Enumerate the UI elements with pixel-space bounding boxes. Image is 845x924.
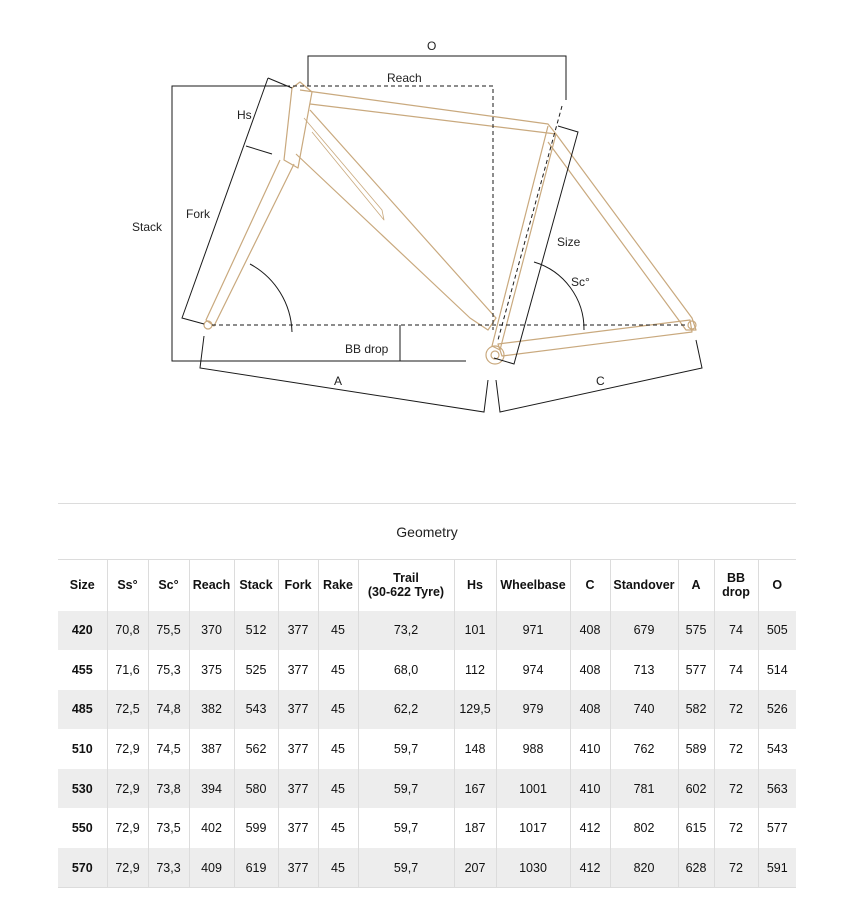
table-cell: 781 — [610, 769, 678, 809]
table-cell: 971 — [496, 611, 570, 651]
table-cell: 762 — [610, 729, 678, 769]
table-cell: 410 — [570, 729, 610, 769]
table-cell: 74 — [714, 611, 758, 651]
table-cell: 525 — [234, 650, 278, 690]
column-header: Hs — [454, 560, 496, 611]
table-row — [58, 690, 796, 730]
label-reach: Reach — [387, 71, 422, 85]
table-row — [58, 769, 796, 809]
table-cell: 45 — [318, 650, 358, 690]
size-cell: 570 — [58, 848, 107, 888]
table-cell: 73,3 — [148, 848, 189, 888]
table-cell: 377 — [278, 808, 318, 848]
table-cell: 68,0 — [358, 650, 454, 690]
table-cell: 526 — [758, 690, 796, 730]
label-fork: Fork — [186, 207, 210, 221]
table-cell: 679 — [610, 611, 678, 651]
table-cell: 577 — [678, 650, 714, 690]
table-row — [58, 650, 796, 690]
table-cell: 409 — [189, 848, 234, 888]
table-cell: 591 — [758, 848, 796, 888]
table-cell: 582 — [678, 690, 714, 730]
column-header: Stack — [234, 560, 278, 611]
table-cell: 73,8 — [148, 769, 189, 809]
table-cell: 974 — [496, 650, 570, 690]
table-cell: 75,3 — [148, 650, 189, 690]
table-cell: 514 — [758, 650, 796, 690]
table-cell: 713 — [610, 650, 678, 690]
table-cell: 74,8 — [148, 690, 189, 730]
column-header: Trail (30-622 Tyre) — [358, 560, 454, 611]
label-sc: Sc° — [571, 275, 590, 289]
table-cell: 562 — [234, 729, 278, 769]
size-cell: 510 — [58, 729, 107, 769]
table-cell: 377 — [278, 729, 318, 769]
table-cell: 408 — [570, 611, 610, 651]
table-row — [58, 729, 796, 769]
table-cell: 820 — [610, 848, 678, 888]
table-cell: 628 — [678, 848, 714, 888]
label-hs: Hs — [237, 108, 252, 122]
table-cell: 72,9 — [107, 729, 148, 769]
table-cell: 74,5 — [148, 729, 189, 769]
table-cell: 45 — [318, 611, 358, 651]
column-header: Fork — [278, 560, 318, 611]
table-cell: 394 — [189, 769, 234, 809]
table-cell: 599 — [234, 808, 278, 848]
table-cell: 402 — [189, 808, 234, 848]
label-stack: Stack — [132, 220, 163, 234]
table-cell: 1017 — [496, 808, 570, 848]
table-cell: 70,8 — [107, 611, 148, 651]
geometry-table — [58, 559, 796, 888]
table-cell: 377 — [278, 690, 318, 730]
size-cell: 420 — [58, 611, 107, 651]
table-cell: 543 — [758, 729, 796, 769]
table-cell: 412 — [570, 808, 610, 848]
size-cell: 530 — [58, 769, 107, 809]
table-cell: 45 — [318, 848, 358, 888]
table-cell: 73,5 — [148, 808, 189, 848]
column-header: O — [758, 560, 796, 611]
table-cell: 512 — [234, 611, 278, 651]
table-header-row — [58, 560, 796, 611]
table-cell: 377 — [278, 848, 318, 888]
table-cell: 370 — [189, 611, 234, 651]
column-header: BB drop — [714, 560, 758, 611]
table-cell: 73,2 — [358, 611, 454, 651]
table-cell: 505 — [758, 611, 796, 651]
label-size: Size — [557, 235, 581, 249]
column-header: Rake — [318, 560, 358, 611]
column-header: A — [678, 560, 714, 611]
label-a: A — [334, 374, 343, 388]
table-cell: 1001 — [496, 769, 570, 809]
table-cell: 148 — [454, 729, 496, 769]
table-row — [58, 611, 796, 651]
table-cell: 72 — [714, 848, 758, 888]
table-cell: 59,7 — [358, 848, 454, 888]
table-cell: 45 — [318, 808, 358, 848]
column-header: Size — [58, 560, 107, 611]
table-cell: 72 — [714, 769, 758, 809]
table-cell: 72 — [714, 729, 758, 769]
table-cell: 408 — [570, 690, 610, 730]
table-cell: 187 — [454, 808, 496, 848]
table-cell: 988 — [496, 729, 570, 769]
table-cell: 71,6 — [107, 650, 148, 690]
table-cell: 543 — [234, 690, 278, 730]
table-cell: 167 — [454, 769, 496, 809]
table-cell: 72,9 — [107, 848, 148, 888]
table-cell: 412 — [570, 848, 610, 888]
table-row — [58, 808, 796, 848]
table-cell: 408 — [570, 650, 610, 690]
table-cell: 377 — [278, 769, 318, 809]
table-cell: 72 — [714, 690, 758, 730]
table-cell: 377 — [278, 650, 318, 690]
table-cell: 45 — [318, 690, 358, 730]
table-cell: 979 — [496, 690, 570, 730]
table-cell: 577 — [758, 808, 796, 848]
size-cell: 485 — [58, 690, 107, 730]
table-cell: 619 — [234, 848, 278, 888]
table-cell: 740 — [610, 690, 678, 730]
table-cell: 615 — [678, 808, 714, 848]
geometry-title: Geometry — [58, 503, 796, 561]
table-cell: 375 — [189, 650, 234, 690]
table-cell: 72,5 — [107, 690, 148, 730]
bike-frame — [204, 82, 696, 364]
column-header: Sc° — [148, 560, 189, 611]
label-c: C — [596, 374, 605, 388]
table-row — [58, 848, 796, 888]
table-cell: 45 — [318, 769, 358, 809]
table-cell: 1030 — [496, 848, 570, 888]
table-cell: 575 — [678, 611, 714, 651]
table-cell: 377 — [278, 611, 318, 651]
table-cell: 589 — [678, 729, 714, 769]
column-header: C — [570, 560, 610, 611]
label-o: O — [427, 39, 437, 53]
table-cell: 112 — [454, 650, 496, 690]
table-cell: 387 — [189, 729, 234, 769]
table-cell: 62,2 — [358, 690, 454, 730]
table-cell: 580 — [234, 769, 278, 809]
size-cell: 550 — [58, 808, 107, 848]
table-cell: 59,7 — [358, 729, 454, 769]
label-bb-drop: BB drop — [345, 342, 389, 356]
table-cell: 59,7 — [358, 769, 454, 809]
column-header: Wheelbase — [496, 560, 570, 611]
table-cell: 207 — [454, 848, 496, 888]
column-header: Ss° — [107, 560, 148, 611]
table-cell: 75,5 — [148, 611, 189, 651]
frame-geometry-diagram — [0, 0, 845, 430]
table-cell: 59,7 — [358, 808, 454, 848]
table-cell: 74 — [714, 650, 758, 690]
size-cell: 455 — [58, 650, 107, 690]
table-cell: 563 — [758, 769, 796, 809]
table-cell: 72 — [714, 808, 758, 848]
table-cell: 410 — [570, 769, 610, 809]
table-cell: 101 — [454, 611, 496, 651]
table-cell: 72,9 — [107, 808, 148, 848]
table-cell: 382 — [189, 690, 234, 730]
table-cell: 72,9 — [107, 769, 148, 809]
column-header: Reach — [189, 560, 234, 611]
table-cell: 802 — [610, 808, 678, 848]
table-cell: 129,5 — [454, 690, 496, 730]
table-cell: 602 — [678, 769, 714, 809]
table-cell: 45 — [318, 729, 358, 769]
column-header: Standover — [610, 560, 678, 611]
